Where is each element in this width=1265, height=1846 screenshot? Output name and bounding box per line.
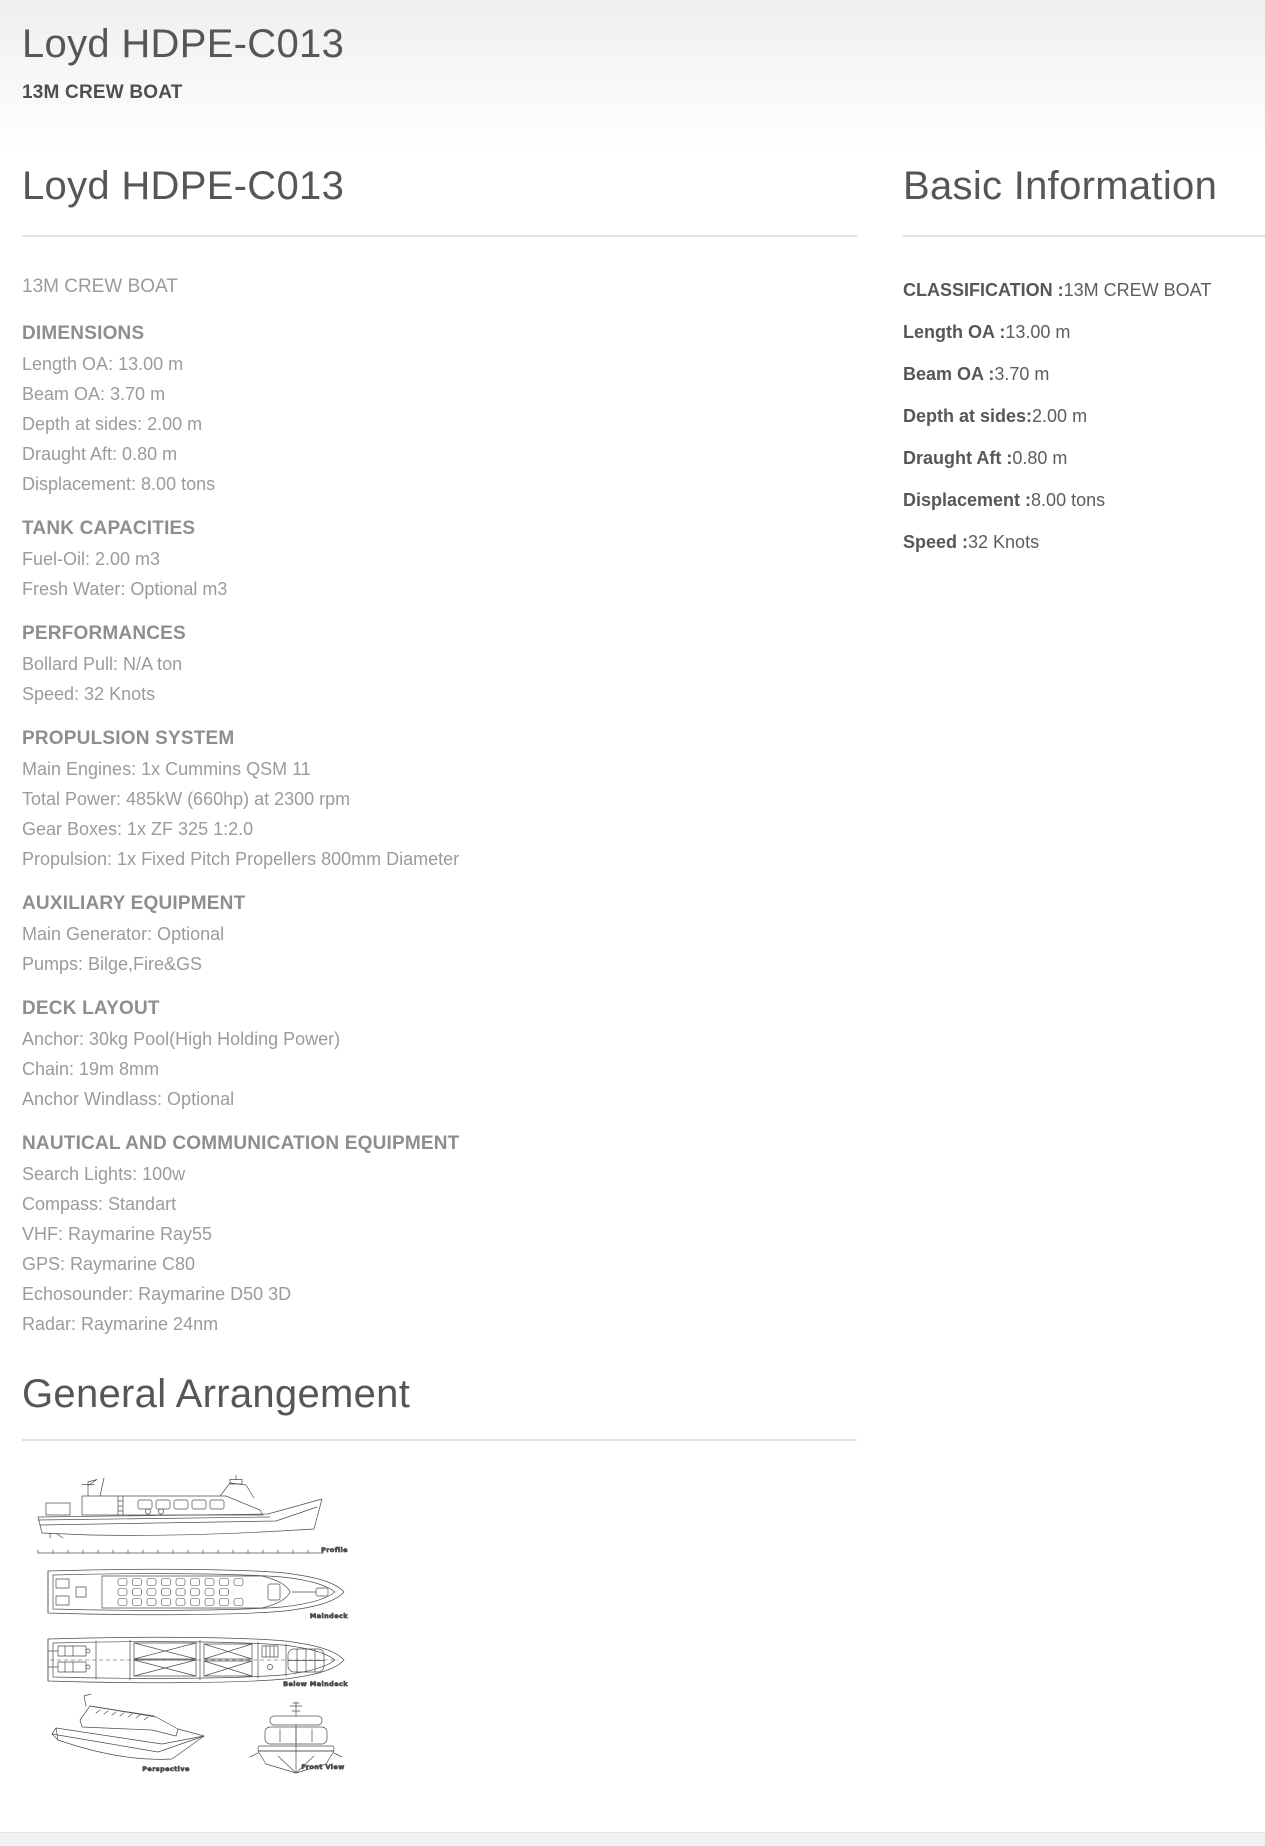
maindeck-view-drawing [48, 1569, 344, 1614]
spec-item: GPS: Raymarine C80 [22, 1254, 196, 1274]
basic-information-panel [903, 275, 1265, 569]
info-label: Length OA : [903, 322, 1006, 342]
info-value: 8.00 tons [1031, 490, 1106, 510]
info-value: 2.00 m [1032, 406, 1088, 426]
info-row [903, 485, 1265, 515]
info-label: Displacement : [903, 490, 1032, 510]
spec-item: Echosounder: Raymarine D50 3D [22, 1284, 292, 1304]
spec-group-heading: PROPULSION SYSTEM [22, 728, 235, 749]
info-label: Speed : [903, 532, 969, 552]
spec-group-deck-layout [22, 994, 862, 1114]
basic-information-title: Basic Information [903, 164, 1218, 208]
info-value: 3.70 m [994, 364, 1050, 384]
spec-item: Speed: 32 Knots [22, 684, 156, 704]
info-row [903, 443, 1265, 473]
spec-item: Main Engines: 1x Cummins QSM 11 [22, 759, 311, 779]
spec-group-propulsion-system [22, 724, 862, 874]
spec-item: Draught Aft: 0.80 m [22, 444, 178, 464]
page-title: Loyd HDPE-C013 [22, 22, 345, 66]
info-value: 0.80 m [1012, 448, 1068, 468]
info-label: Depth at sides: [903, 406, 1033, 426]
spec-item: Gear Boxes: 1x ZF 325 1:2.0 [22, 819, 254, 839]
spec-item: Anchor Windlass: Optional [22, 1089, 235, 1109]
spec-item: Anchor: 30kg Pool(High Holding Power) [22, 1029, 341, 1049]
boat-line-drawing [30, 1470, 380, 1800]
spec-item: Fresh Water: Optional m3 [22, 579, 228, 599]
info-row [903, 527, 1265, 557]
spec-item: Beam OA: 3.70 m [22, 384, 166, 404]
spec-group-auxiliary-equipment [22, 889, 862, 979]
spec-item: Search Lights: 100w [22, 1164, 186, 1184]
info-label: Beam OA : [903, 364, 995, 384]
spec-group-performances [22, 619, 862, 709]
right-divider [903, 235, 1265, 237]
page-subtitle: 13M CREW BOAT [22, 82, 183, 103]
spec-item: Main Generator: Optional [22, 924, 225, 944]
spec-item: Bollard Pull: N/A ton [22, 654, 183, 674]
spec-group-heading: AUXILIARY EQUIPMENT [22, 893, 246, 914]
spec-group-heading: TANK CAPACITIES [22, 518, 196, 539]
front-view-label: Front View [301, 1763, 345, 1771]
spec-item: Compass: Standart [22, 1194, 177, 1214]
spec-item: Displacement: 8.00 tons [22, 474, 216, 494]
footer-band [0, 1832, 1265, 1846]
left-section-title: Loyd HDPE-C013 [22, 164, 345, 208]
spec-group-dimensions [22, 319, 862, 499]
profile-label: Profile [321, 1546, 348, 1554]
maindeck-label: Maindeck [309, 1612, 348, 1620]
spec-group-nautical-equipment [22, 1129, 862, 1339]
spec-item: Pumps: Bilge,Fire&GS [22, 954, 203, 974]
spec-item: Total Power: 485kW (660hp) at 2300 rpm [22, 789, 351, 809]
general-arrangement-divider [22, 1439, 857, 1441]
spec-item: Chain: 19m 8mm [22, 1059, 160, 1079]
info-value: 13M CREW BOAT [1063, 280, 1212, 300]
spec-item: Fuel-Oil: 2.00 m3 [22, 549, 161, 569]
spec-intro: 13M CREW BOAT [22, 276, 178, 297]
spec-group-heading: PERFORMANCES [22, 623, 186, 644]
profile-view-drawing [38, 1476, 323, 1554]
below-maindeck-view-drawing [48, 1637, 344, 1682]
info-row [903, 401, 1265, 431]
info-row [903, 359, 1265, 389]
spec-group-tank-capacities [22, 514, 862, 604]
spec-item: VHF: Raymarine Ray55 [22, 1224, 213, 1244]
spec-group-heading: DECK LAYOUT [22, 998, 160, 1019]
left-divider [22, 235, 857, 237]
spec-item: Propulsion: 1x Fixed Pitch Propellers 800mm Diameter [22, 849, 460, 869]
spec-item: Length OA: 13.00 m [22, 354, 184, 374]
spec-group-heading: NAUTICAL AND COMMUNICATION EQUIPMENT [22, 1133, 460, 1154]
general-arrangement-title: General Arrangement [22, 1372, 411, 1416]
perspective-view-drawing [52, 1694, 204, 1759]
info-row [903, 275, 1265, 305]
specifications-column [22, 272, 862, 1339]
info-value: 13.00 m [1005, 322, 1071, 342]
info-label: Draught Aft : [903, 448, 1013, 468]
info-value: 32 Knots [968, 532, 1040, 552]
perspective-label: Perspective [142, 1765, 190, 1773]
general-arrangement-drawing [30, 1470, 380, 1800]
spec-item: Radar: Raymarine 24nm [22, 1314, 219, 1334]
info-row [903, 317, 1265, 347]
spec-item: Depth at sides: 2.00 m [22, 414, 203, 434]
below-maindeck-label: Below Maindeck [283, 1680, 348, 1688]
info-label: CLASSIFICATION : [903, 280, 1064, 300]
spec-group-heading: DIMENSIONS [22, 323, 145, 344]
